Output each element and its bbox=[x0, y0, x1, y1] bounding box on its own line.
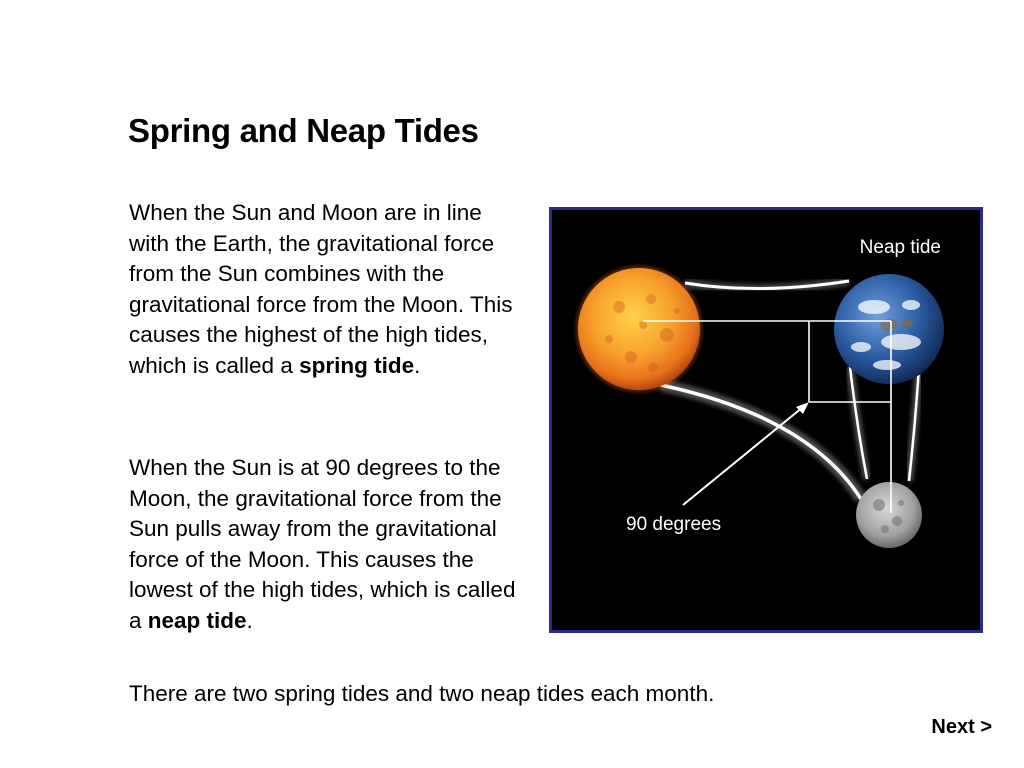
paragraph-end: . bbox=[246, 607, 253, 633]
paragraph-text: When the Sun is at 90 degrees to the Moon, the gravitational force from the Sun pulls away from the gravitational force of the Moon. This causes the lowest of the high tides, which is called a bbox=[129, 455, 516, 633]
neap-tide-paragraph bbox=[129, 453, 521, 636]
footer-text: There are two spring tides and two neap tides each month. bbox=[129, 681, 715, 706]
neap-tide-label: Neap tide bbox=[859, 237, 941, 258]
spring-tide-term: spring tide bbox=[299, 352, 415, 378]
moon bbox=[856, 482, 922, 548]
spring-tide-paragraph bbox=[129, 198, 521, 381]
angle-label: 90 degrees bbox=[626, 514, 722, 535]
tide-diagram-svg bbox=[549, 207, 983, 633]
sun bbox=[573, 263, 705, 395]
slide-title: Spring and Neap Tides bbox=[128, 112, 479, 149]
paragraph-end: . bbox=[414, 352, 421, 378]
next-button[interactable]: Next > bbox=[931, 716, 992, 738]
tide-diagram bbox=[549, 207, 983, 633]
paragraph-text: When the Sun and Moon are in line with the Earth, the gravitational force from the Sun combines with the gravitational force from the Moon. This causes the highest of the high tides, which is called a bbox=[129, 200, 513, 378]
neap-tide-term: neap tide bbox=[147, 607, 247, 633]
earth bbox=[834, 274, 944, 384]
